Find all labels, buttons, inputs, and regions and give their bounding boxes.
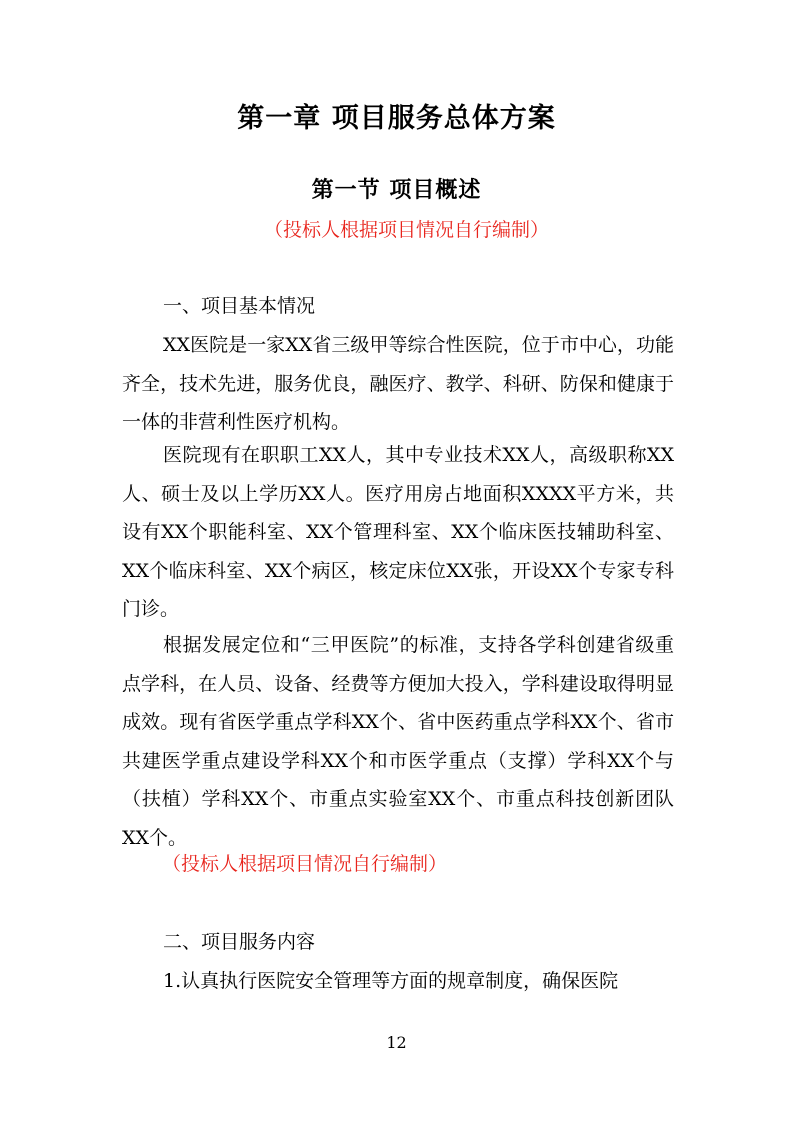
paragraph-staff-facilities: 医院现有在职职工XX人，其中专业技术XX人，高级职称XX人、硕士及以上学历XX人。医疗用房占地面积XXXX平方米，共设有XX个职能科室、XX个管理科室、XX个临床医技辅助科室、XX个临床科室、XX个病区，核定床位XX张，开设XX个专家专科门诊。 bbox=[122, 444, 674, 620]
paragraph-hospital-intro: XX医院是一家XX省三级甲等综合性医院，位于市中心，功能齐全，技术先进，服务优良，融医疗、教学、科研、防保和健康于一体的非营利性医疗机构。 bbox=[122, 334, 674, 433]
chapter-title: 第一章 项目服务总体方案 bbox=[237, 103, 556, 134]
paragraph-key-disciplines: 根据发展定位和“三甲医院”的标准，支持各学科创建省级重点学科，在人员、设备、经费等方便加大投入，学科建设取得明显成效。现有省医学重点学科XX个、省中医药重点学科XX个、省市共建医学重点建设学科XX个和市医学重点（支撑）学科XX个与（扶植）学科XX个、市重点实验室XX个、市重点科技创新团队XX个。 bbox=[122, 634, 674, 849]
section-title: 第一节 项目概述 bbox=[311, 178, 482, 203]
page-number: 12 bbox=[386, 1033, 407, 1052]
service-item-1: 1.认真执行医院安全管理等方面的规章制度，确保医院 bbox=[163, 970, 619, 992]
heading-project-basic-info: 一、项目基本情况 bbox=[163, 295, 316, 317]
bidder-note-bottom: （投标人根据项目情况自行编制） bbox=[162, 853, 448, 875]
bidder-note-top: （投标人根据项目情况自行编制） bbox=[264, 219, 550, 241]
heading-service-content: 二、项目服务内容 bbox=[163, 931, 316, 953]
